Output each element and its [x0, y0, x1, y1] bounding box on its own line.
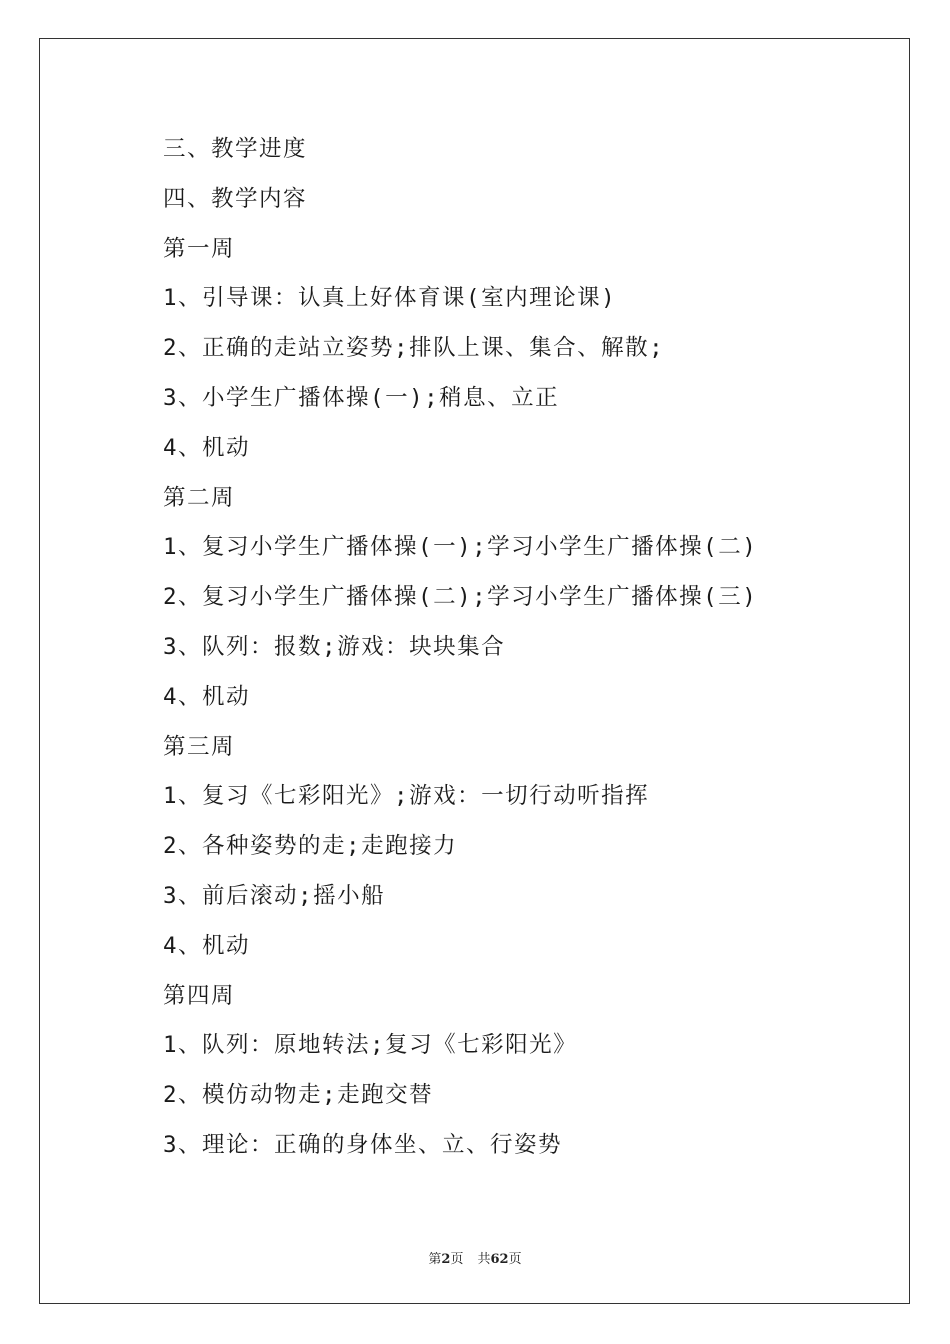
list-item: 3、队列：报数;游戏：块块集合: [163, 633, 506, 660]
total-suffix: 页: [508, 1252, 522, 1267]
list-item: 4、机动: [163, 683, 251, 710]
list-item: 4、机动: [163, 932, 251, 959]
list-item: 1、复习《七彩阳光》;游戏：一切行动听指挥: [163, 783, 650, 810]
section-heading-progress: 三、教学进度: [163, 136, 308, 162]
list-item: 1、引导课：认真上好体育课(室内理论课): [163, 285, 617, 312]
week-heading-3: 第三周: [163, 733, 236, 760]
list-item: 4、机动: [163, 434, 251, 461]
section-heading-content: 四、教学内容: [163, 185, 308, 212]
page-number: 2: [441, 1252, 451, 1267]
list-item: 3、前后滚动;摇小船: [163, 882, 386, 909]
list-item: 1、复习小学生广播体操(一);学习小学生广播体操(二): [163, 534, 758, 561]
list-item: 2、各种姿势的走;走跑接力: [163, 833, 458, 860]
page-prefix: 第: [428, 1252, 442, 1267]
document-body: [163, 126, 863, 1172]
list-item: 2、复习小学生广播体操(二);学习小学生广播体操(三): [163, 584, 758, 611]
list-item: 2、正确的走站立姿势;排队上课、集合、解散;: [163, 335, 665, 362]
total-pages: 62: [490, 1252, 509, 1267]
page-suffix: 页: [450, 1252, 464, 1267]
list-item: 1、队列：原地转法;复习《七彩阳光》: [163, 1032, 578, 1059]
list-item: 3、小学生广播体操(一);稍息、立正: [163, 384, 560, 411]
week-heading-4: 第四周: [163, 982, 236, 1009]
page-footer: [0, 1248, 950, 1267]
week-heading-1: 第一周: [163, 235, 236, 262]
week-heading-2: 第二周: [163, 484, 236, 511]
list-item: 2、模仿动物走;走跑交替: [163, 1082, 434, 1109]
list-item: 3、理论：正确的身体坐、立、行姿势: [163, 1131, 563, 1158]
total-prefix: 共: [477, 1252, 491, 1267]
